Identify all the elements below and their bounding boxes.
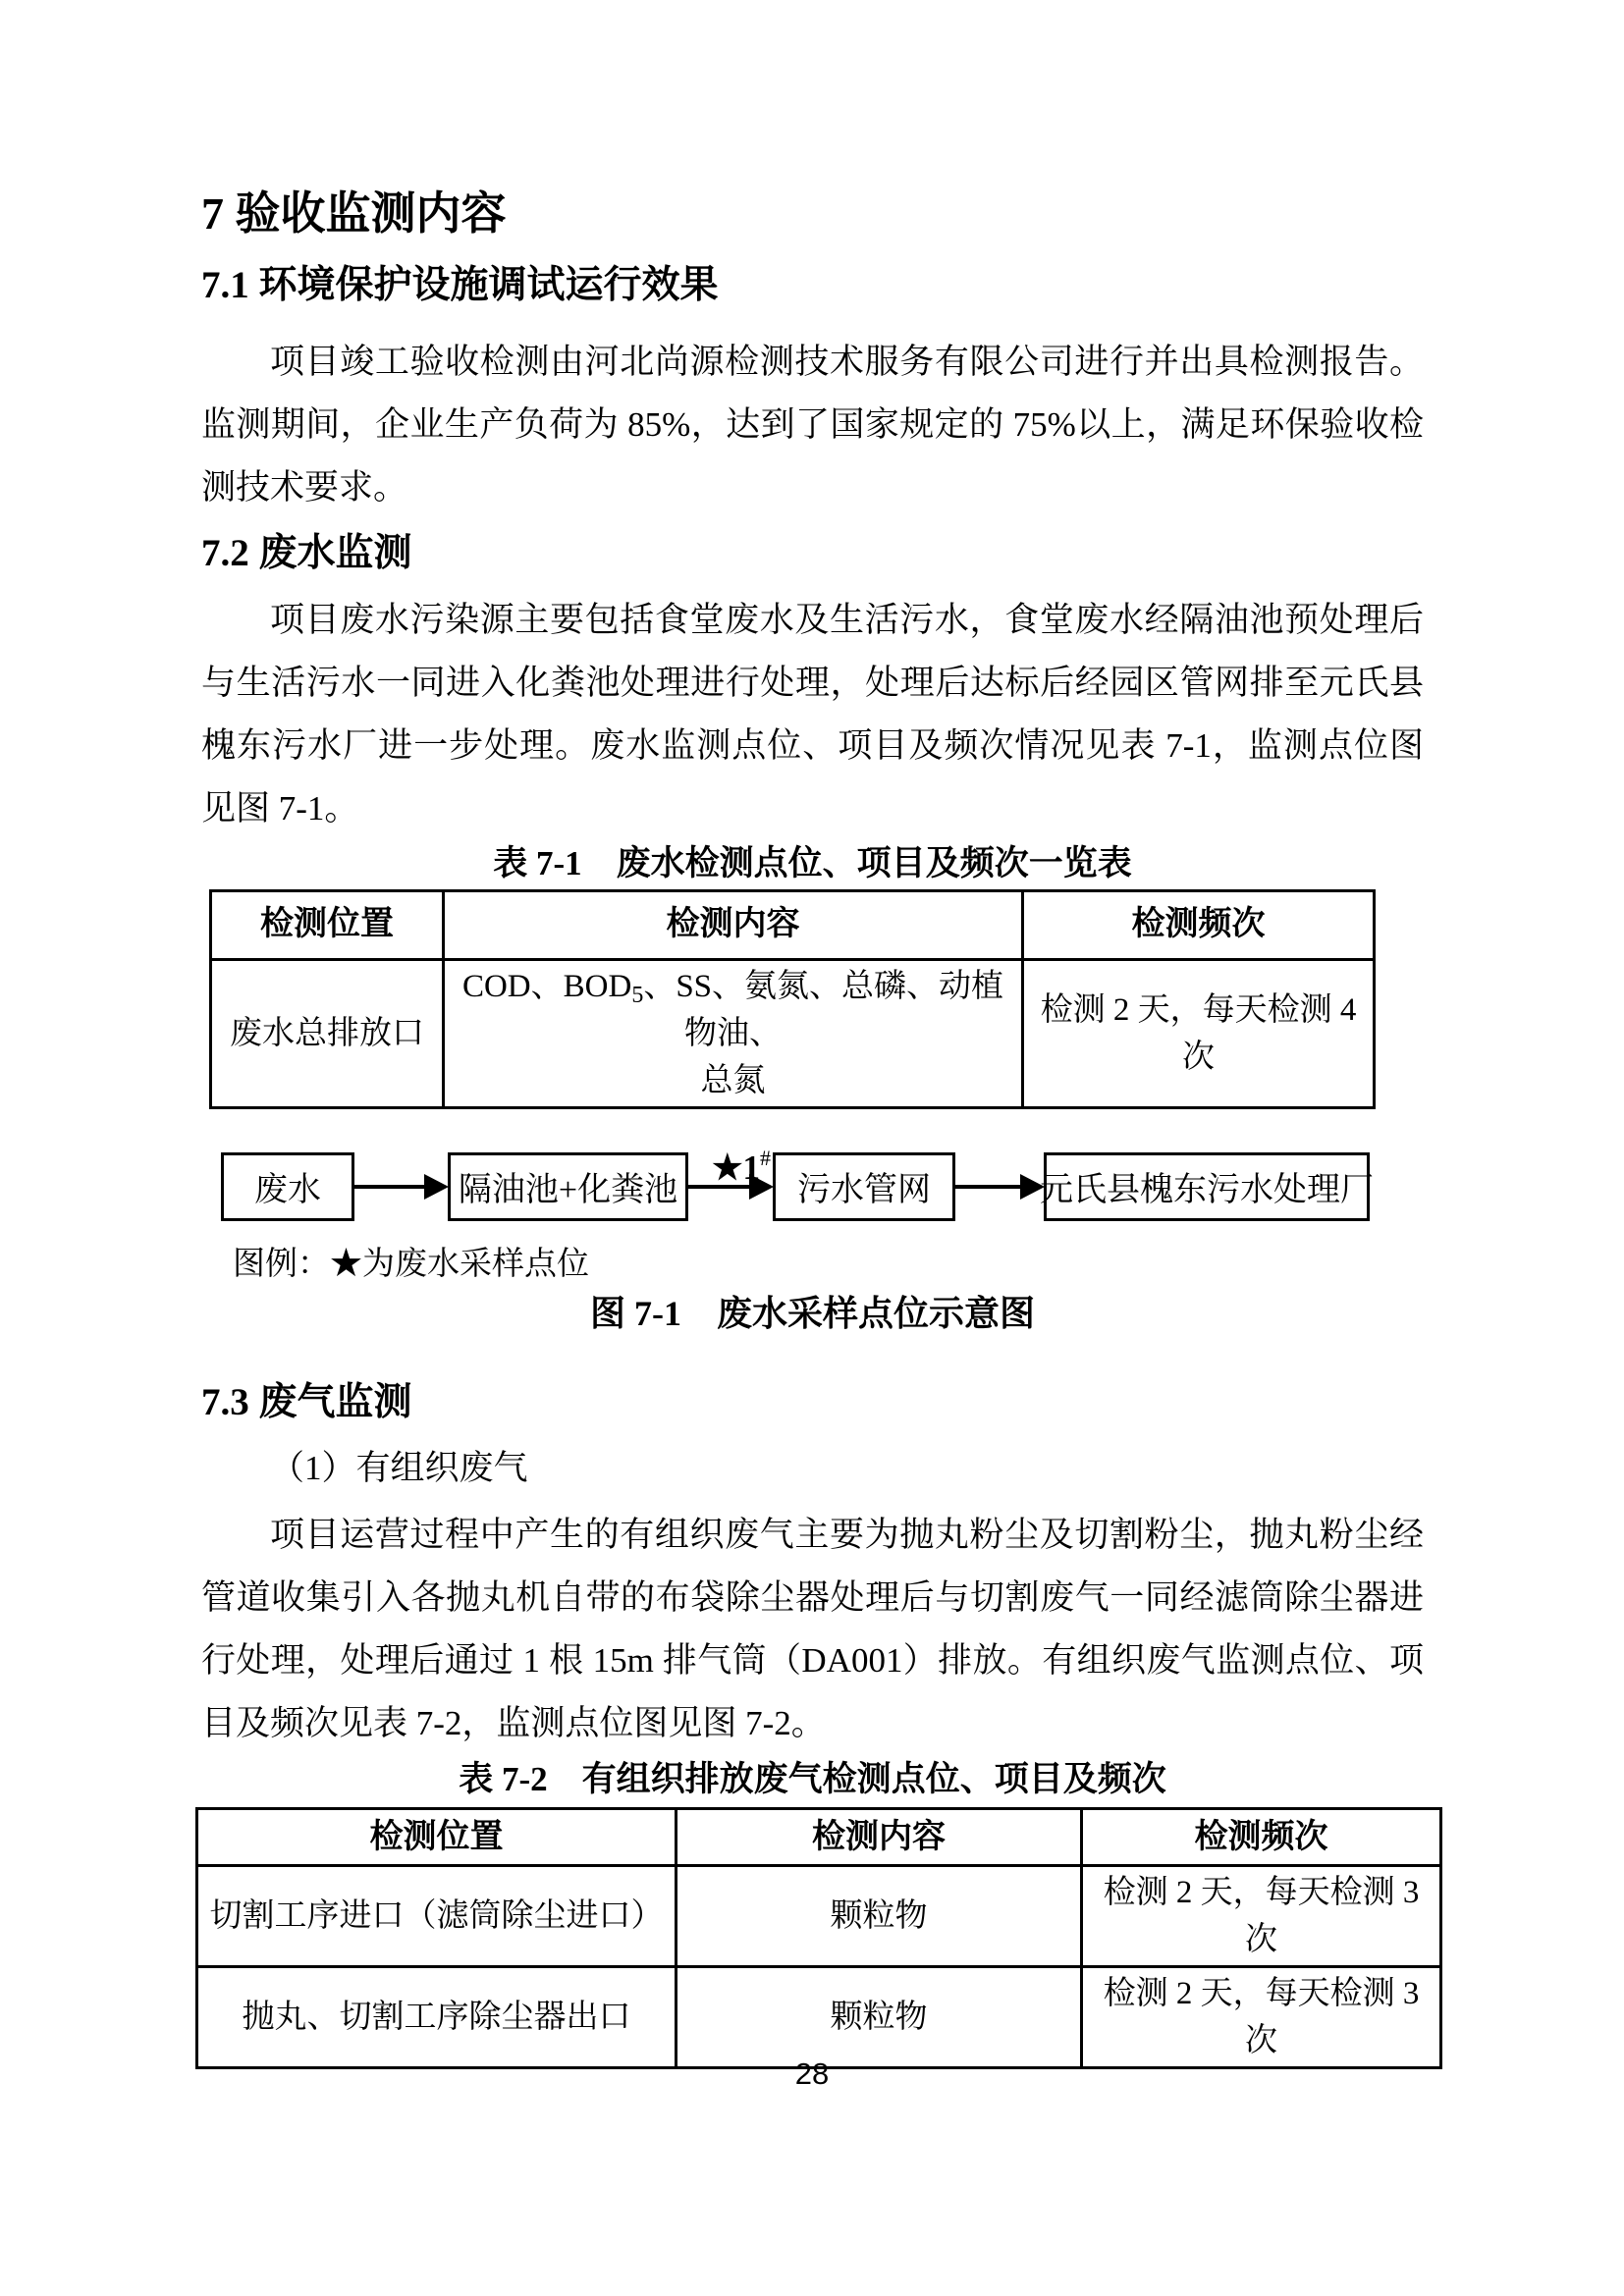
table-7-1-cell-position: 废水总排放口 xyxy=(211,959,444,1107)
flow-box-wastewater: 废水 xyxy=(221,1152,354,1221)
figure-legend: 图例：★为废水采样点位 xyxy=(233,1246,589,1282)
table-row xyxy=(197,1866,1441,1967)
table-7-2-header-row xyxy=(197,1809,1441,1866)
table-7-1-cell-content xyxy=(444,959,1023,1107)
paragraph-acceptance-monitoring: 项目竣工验收检测由河北尚源检测技术服务有限公司进行并出具检测报告。监测期间，企业生产负荷为 85%，达到了国家规定的 75%以上，满足环保验收检测技术要求。 xyxy=(201,342,1424,507)
table-7-1 xyxy=(209,889,1376,1109)
arrow-line xyxy=(955,1185,1026,1189)
arrow-head xyxy=(424,1174,449,1200)
table-7-1-header-row xyxy=(211,890,1375,959)
table-7-2-caption: 表 7-2 有组织排放废气检测点位、项目及频次 xyxy=(459,1760,1166,1799)
flow-box-treatment-plant: 元氏县槐东污水处理厂 xyxy=(1044,1152,1370,1221)
pollutants-line-1: COD、$BOD_5$、SS、氨氮、总磷、动植物油、 xyxy=(461,968,1004,1051)
table-7-2-header-position: 检测位置 xyxy=(197,1809,677,1866)
flow-arrow-icon xyxy=(955,1152,1044,1221)
section-heading-7-1: 7.1 环境保护设施调试运行效果 xyxy=(201,264,719,307)
flow-box-sewage-network: 污水管网 xyxy=(773,1152,955,1221)
paragraph-wastewater: 项目废水污染源主要包括食堂废水及生活污水，食堂废水经隔油池预处理后与生活污水一同进入化粪池处理进行处理，处理后达标后经园区管网排至元氏县槐东污水厂进一步处理。废水监测点位、项目及频次情况见表 7-1，监测点位图见图 7-1。 xyxy=(201,600,1424,828)
pollutants-line-2: 总氮 xyxy=(700,1062,766,1098)
flow-arrow-icon xyxy=(688,1145,773,1221)
table-7-2-r2-position: 抛丸、切割工序除尘器出口 xyxy=(197,1967,677,2068)
subsection-organized-gas: （1）有组织废气 xyxy=(270,1449,528,1488)
table-7-2-header-frequency: 检测频次 xyxy=(1082,1809,1441,1866)
section-heading-7-3: 7.3 废气监测 xyxy=(201,1380,412,1423)
table-row xyxy=(197,1967,1441,2068)
section-heading-7-2: 7.2 废水监测 xyxy=(201,531,412,574)
table-7-1-header-position: 检测位置 xyxy=(211,890,444,959)
page-number: 28 xyxy=(794,2056,830,2091)
arrow-head xyxy=(1020,1174,1045,1200)
figure-7-1-caption: 图 7-1 废水采样点位示意图 xyxy=(590,1293,1035,1333)
table-7-2-r1-position: 切割工序进口（滤筒除尘进口） xyxy=(197,1866,677,1967)
bod-subscript: 5 xyxy=(631,982,644,1008)
table-7-1-caption: 表 7-1 废水检测点位、项目及频次一览表 xyxy=(493,843,1132,882)
table-7-1-header-content: 检测内容 xyxy=(444,890,1023,959)
table-7-2-r1-frequency: 检测 2 天，每天检测 3 次 xyxy=(1082,1866,1441,1967)
table-row xyxy=(211,959,1375,1107)
table-7-2-header-content: 检测内容 xyxy=(677,1809,1082,1866)
table-7-2 xyxy=(195,1807,1442,2069)
arrow-line xyxy=(354,1185,430,1189)
table-7-2-r1-content: 颗粒物 xyxy=(677,1866,1082,1967)
paragraph-waste-gas: 项目运营过程中产生的有组织废气主要为抛丸粉尘及切割粉尘，抛丸粉尘经管道收集引入各抛丸机自带的布袋除尘器处理后与切割废气一同经滤筒除尘器进行处理，处理后通过 1 根 15m 排气筒（DA001）排放。有组织废气监测点位、项目及频次见表 7-2，监测点位图见图 7-2。 xyxy=(201,1516,1424,1743)
wastewater-flow-diagram xyxy=(221,1145,1424,1221)
table-7-2-r2-content: 颗粒物 xyxy=(677,1967,1082,2068)
chapter-heading: 7 验收监测内容 xyxy=(201,188,507,239)
flow-box-grease-septic-tank: 隔油池+化粪池 xyxy=(448,1152,688,1221)
table-7-2-r2-frequency: 检测 2 天，每天检测 3 次 xyxy=(1082,1967,1441,2068)
table-7-1-cell-frequency: 检测 2 天，每天检测 4 次 xyxy=(1023,959,1375,1107)
flow-arrow-icon xyxy=(354,1152,448,1221)
table-7-1-header-frequency: 检测频次 xyxy=(1023,890,1375,959)
sampling-point-marker: ★1# xyxy=(712,1145,771,1187)
